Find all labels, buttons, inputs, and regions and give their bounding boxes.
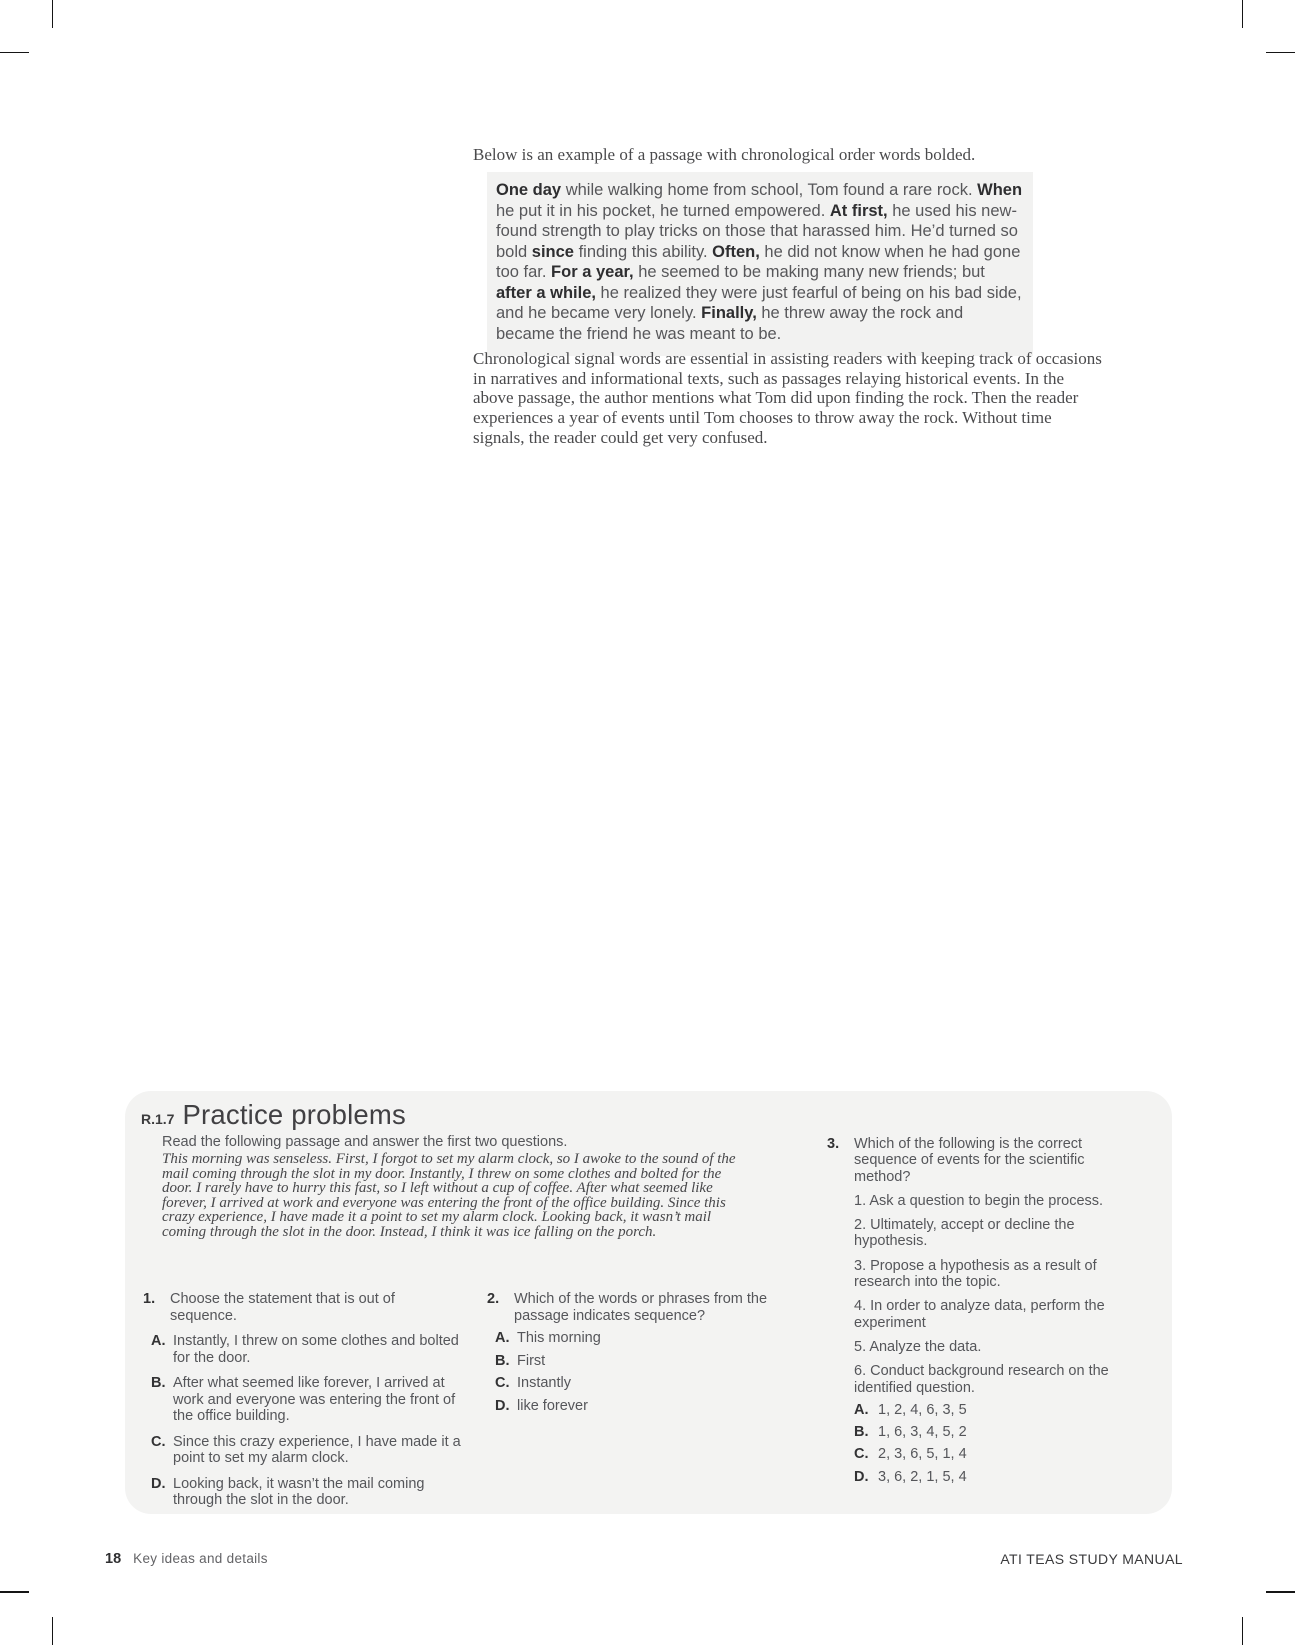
option-letter: A. [854,1401,869,1418]
question-3-option-c [854,1446,1109,1462]
practice-problems-title: Practice problems [182,1099,406,1130]
option-text: Looking back, it wasn’t the mail coming through the slot in the door. [173,1475,425,1508]
footer-left [105,1551,268,1567]
option-text: Instantly [517,1375,571,1391]
question-1-option-d [151,1476,461,1509]
crop-mark-top-right-v [1242,0,1244,28]
practice-problems-panel [125,1091,1172,1514]
question-3-option-d [854,1469,1109,1485]
option-letter: D. [495,1397,510,1414]
question-3-step-5: 5. Analyze the data. [854,1338,982,1355]
question-3-step-4: 4. In order to analyze data, perform the experiment [854,1298,1105,1331]
question-2-option-b [495,1353,787,1370]
section-code: R.1.7 [141,1111,175,1127]
option-text: After what seemed like forever, I arrived at work and everyone was entering the front of the office building. [173,1375,456,1424]
question-2-option-a [495,1330,787,1347]
option-letter: B. [495,1352,510,1369]
example-passage-box [487,172,1033,356]
crop-mark-bottom-right-h [1266,1591,1295,1593]
question-number: 3. [827,1136,840,1152]
option-text: 3, 6, 2, 1, 5, 4 [878,1468,967,1485]
option-letter: C. [854,1446,869,1463]
footer-manual-title: ATI TEAS STUDY MANUAL [1000,1551,1183,1567]
question-1-stem [143,1291,461,1324]
question-2-option-c [495,1375,787,1392]
option-text: 1, 2, 4, 6, 3, 5 [878,1401,967,1418]
question-text: Which of the following is the correct sequence of events for the scientific method? [854,1136,1085,1185]
option-letter: C. [495,1375,510,1391]
question-3-step-3: 3. Propose a hypothesis as a result of research into the topic. [854,1257,1097,1291]
option-letter: B. [151,1375,166,1391]
option-letter: D. [151,1475,166,1492]
option-letter: C. [151,1433,166,1450]
question-3-option-b [854,1424,1109,1440]
option-letter: A. [495,1330,510,1346]
question-text: Choose the statement that is out of sequence. [170,1291,395,1324]
question-2-option-d [495,1398,787,1415]
option-letter: B. [854,1424,869,1441]
question-2-stem [487,1291,787,1324]
option-text: Since this crazy experience, I have made it a point to set my alarm clock. [173,1433,461,1466]
page-number: 18 [105,1551,122,1567]
practice-instructions: Read the following passage and answer the first two questions. [162,1134,568,1150]
question-1-option-c [151,1434,461,1467]
option-text: 2, 3, 6, 5, 1, 4 [878,1446,967,1463]
option-letter: D. [854,1468,869,1485]
question-1-option-b [151,1375,461,1425]
question-3-stem [827,1136,1109,1185]
footer-section-label: Key ideas and details [133,1551,268,1566]
question-1-option-a [151,1333,461,1366]
question-number: 1. [143,1291,156,1307]
option-text: like forever [517,1397,588,1414]
question-3-step-2: 2. Ultimately, accept or decline the hypothesis. [854,1217,1075,1250]
crop-mark-bottom-left-h [0,1591,29,1593]
crop-mark-top-left-h [0,52,29,54]
question-number: 2. [487,1291,500,1307]
example-passage: One day while walking home from school, Tom found a rare rock. When he put it in his pocket, he turned empowered. At first, he used his new-found strength to play tricks on those that harassed him. He’d turned so bold since finding this ability. Often, he did not know when he had gone too far. For a year, he seemed to be making many new friends; but after a while, he realized they were just fearful of being on his bad side, and he became very lonely. Finally, he threw away the rock and became the friend he was meant to be. [496,181,1023,343]
intro-text: Below is an example of a passage with chronological order words bolded. [473,145,976,164]
option-letter: A. [151,1333,166,1349]
question-1 [143,1291,461,1509]
question-2 [487,1291,787,1414]
option-text: This morning [517,1330,601,1346]
option-text: 1, 6, 3, 4, 5, 2 [878,1424,967,1441]
question-3 [827,1136,1109,1485]
practice-reading-passage: This morning was senseless. First, I forgot to set my alarm clock, so I awoke to the sound of the mail coming through the slot in my door. Instantly, I threw on some clothes and bolted for the door. I rarely have to hurry this fast, so I left without a cup of coffee. After what seemed like forever, I arrived at work and everyone was entering the front of the office building. Since this crazy experience, I have made it a point to set my alarm clock. Looking back, it wasn’t mail coming through the slot in the door. Instead, I think it was ice falling on the porch. [162,1151,736,1240]
question-3-option-a [854,1402,1109,1418]
crop-mark-bottom-left-v [52,1617,54,1645]
crop-mark-top-left-v [52,0,54,28]
question-3-step-6: 6. Conduct background research on the identified question. [854,1363,1109,1396]
question-3-step-1: 1. Ask a question to begin the process. [854,1192,1104,1209]
option-text: First [517,1352,546,1369]
practice-problems-heading [141,1099,406,1131]
crop-mark-top-right-h [1266,52,1295,54]
explanation-paragraph: Chronological signal words are essential in assisting readers with keeping track of occasions in narratives and informational texts, such as passages relaying historical events. In the above passage, the author mentions what Tom did upon finding the rock. Then the reader experiences a year of events until Tom chooses to throw away the rock. Without time signals, the reader could get very confused. [473,349,1102,447]
option-text: Instantly, I threw on some clothes and bolted for the door. [173,1333,459,1366]
crop-mark-bottom-right-v [1242,1617,1244,1645]
question-text: Which of the words or phrases from the passage indicates sequence? [514,1291,768,1324]
